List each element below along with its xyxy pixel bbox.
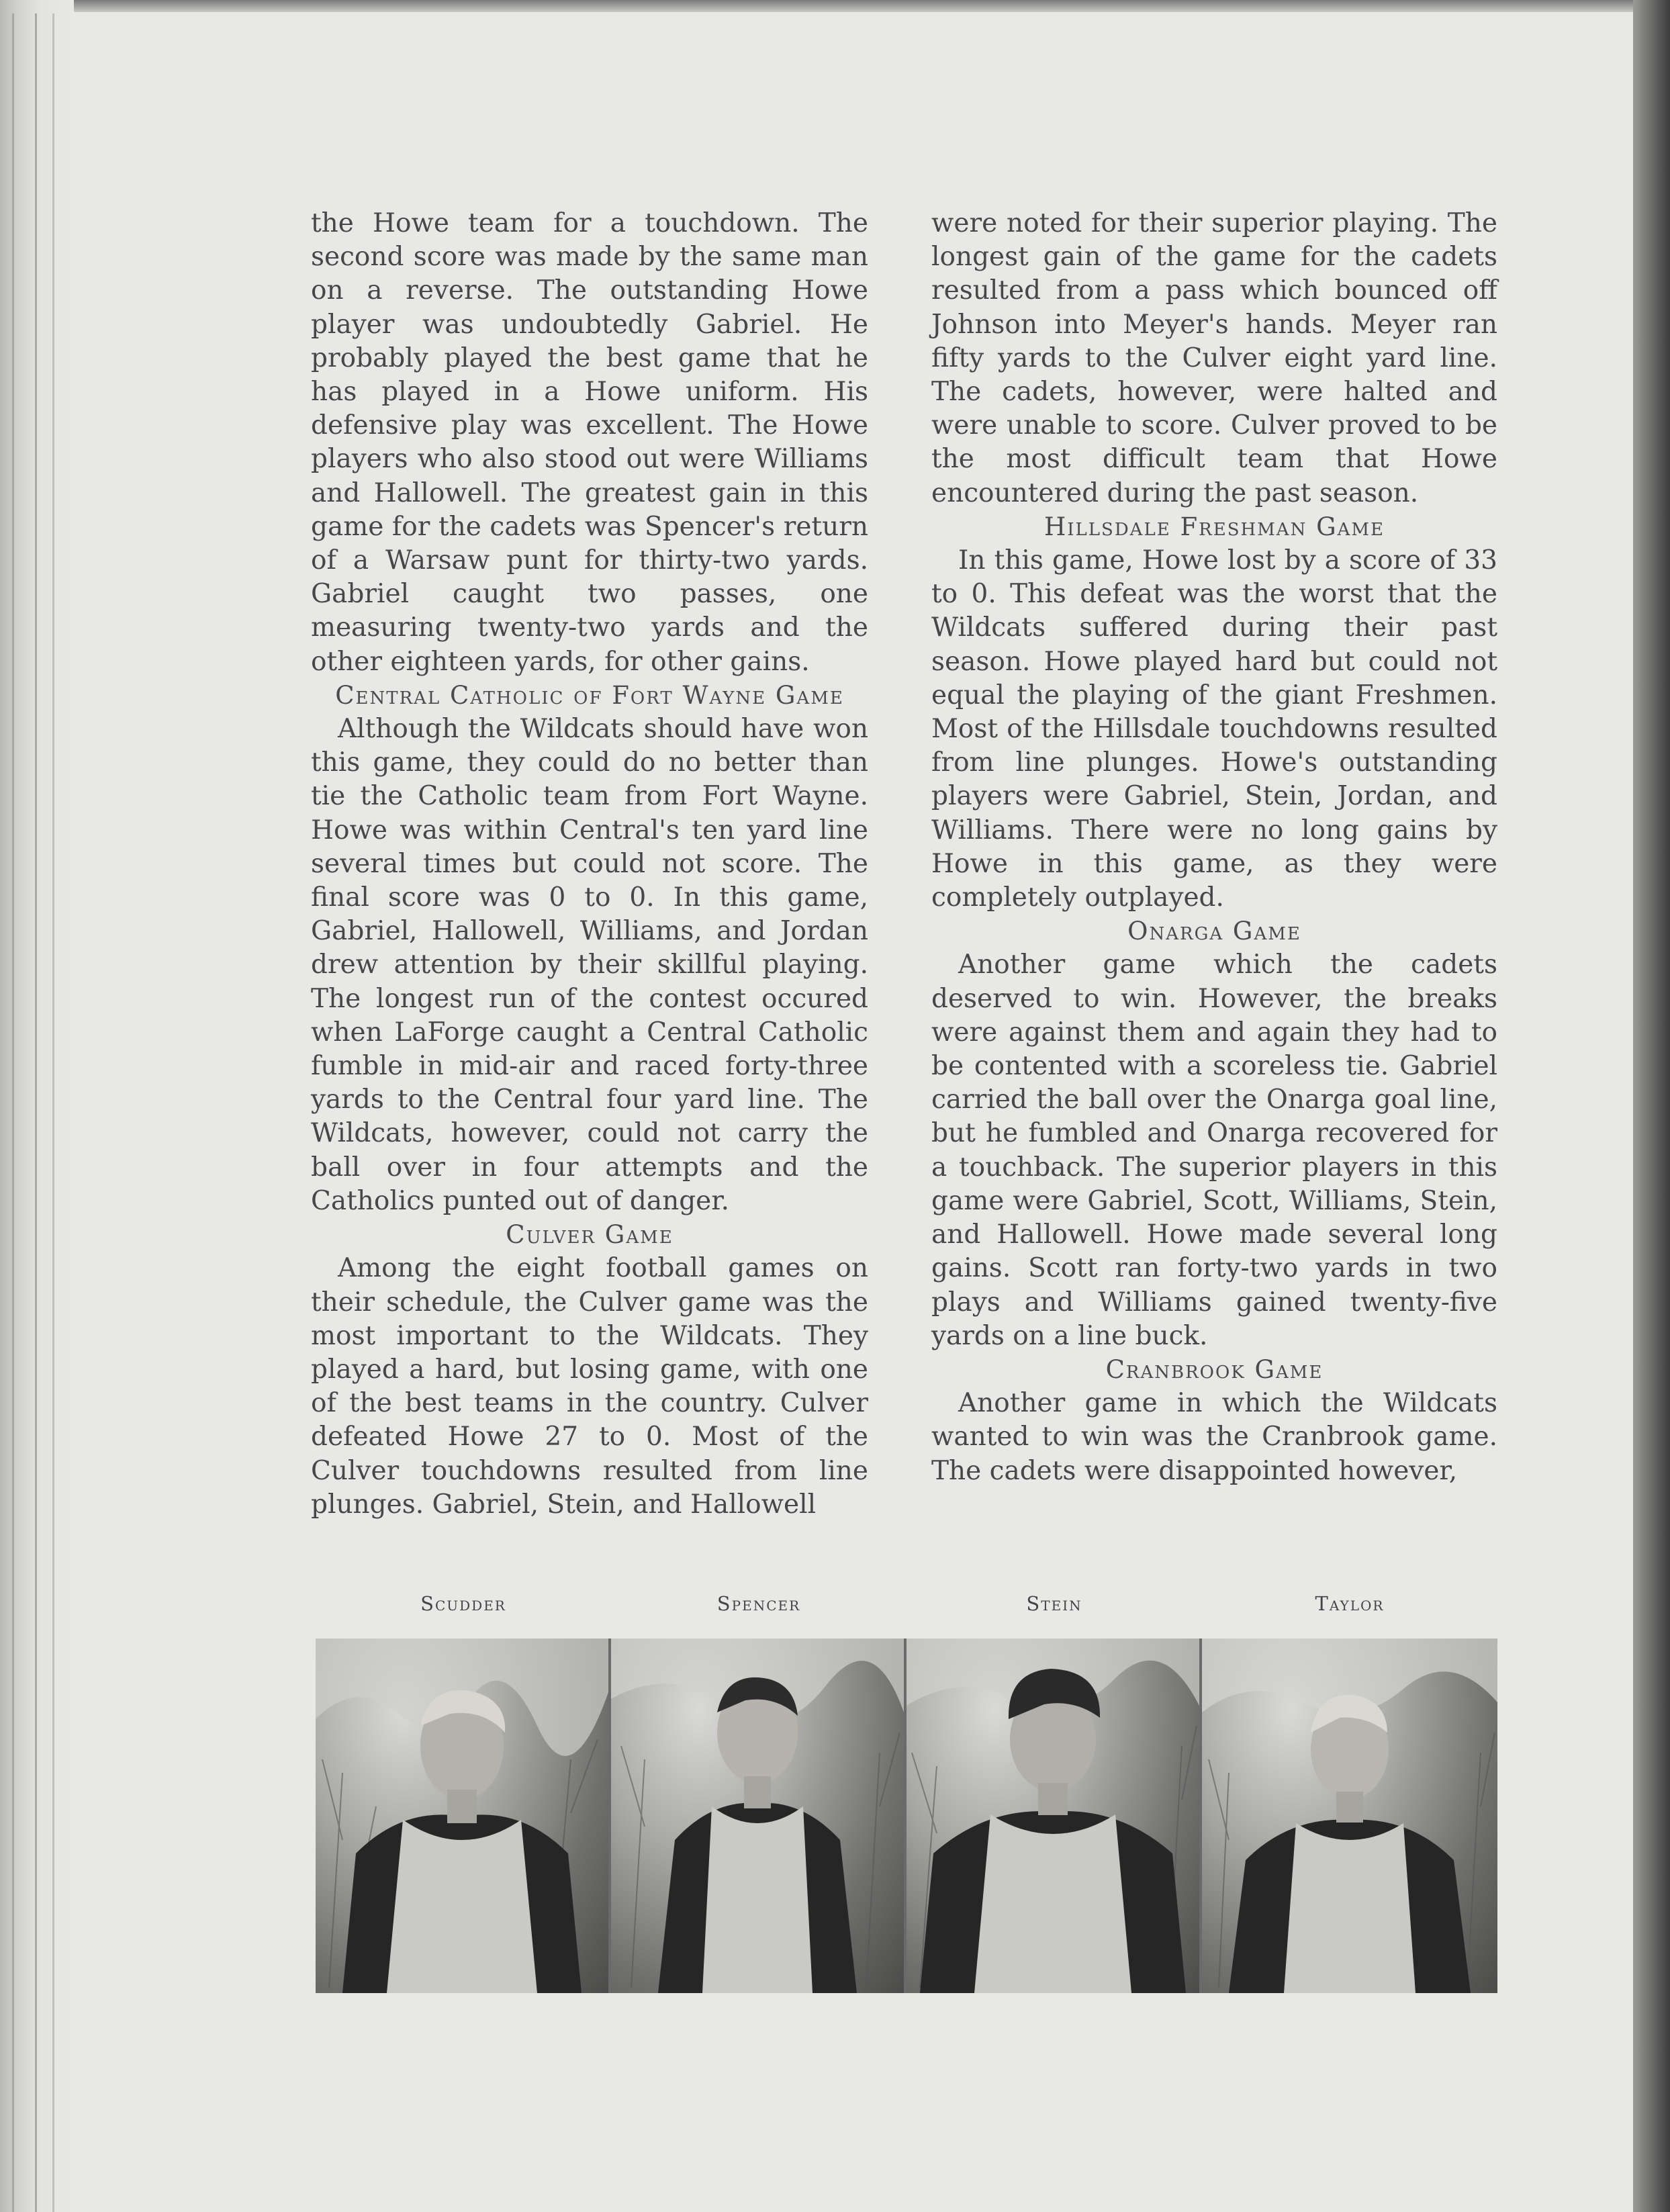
paragraph-culver-continued: were noted for their superior playing. The longest gain of the game for the cadets resulted from a pass which bounced off Johnson into Meyer's hands. Meyer ran fifty yards to the Culver eight yard line. The cadets, however, were halted and were unable to score. Culver proved to be the most difficult team that Howe encountered during the past season.	[931, 208, 1497, 508]
heading-onarga-game: Onarga Game	[1127, 917, 1301, 946]
player-photo-strip	[316, 1639, 1497, 1993]
binding-line	[35, 13, 37, 2212]
caption-scudder: Scudder	[420, 1592, 506, 1615]
heading-hillsdale-game: Hillsdale Freshman Game	[1043, 512, 1385, 541]
paragraph-culver: Among the eight football games on their schedule, the Culver game was the most important to the Wildcats. They played a hard, but losing game, with one of the best teams in the country. Culver defeated Howe 27 to 0. Most of the Culver touchdowns resulted from line plunges. Gabriel, Stein, and Hallowell	[311, 1253, 868, 1520]
heading-culver-game: Culver Game	[506, 1220, 674, 1250]
player-photo	[611, 1639, 904, 1993]
player-photo	[316, 1639, 608, 1993]
caption-stein: Stein	[1026, 1592, 1082, 1615]
player-photo	[907, 1639, 1199, 1993]
book-binding	[0, 0, 74, 2212]
left-column	[311, 207, 868, 1522]
right-column	[931, 207, 1497, 1488]
heading-central-catholic-game: Central Catholic of Fort Wayne Game	[335, 680, 844, 710]
binding-line	[12, 13, 14, 2212]
page-top-edge	[0, 0, 1670, 12]
paragraph-onarga: Another game which the cadets deserved to win. However, the breaks were against them and again they had to be contented with a scoreless tie. Gabriel carried the ball over the Onarga goal line, but he fumbled and Onarga recovered for a touchback. The superior players in this game were Gabriel, Scott, Williams, Stein, and Hallowell. Howe made several long gains. Scott ran forty-two yards in two plays and Williams gained twenty-five yards on a line buck.	[931, 950, 1497, 1351]
caption-taylor: Taylor	[1315, 1592, 1385, 1615]
paragraph-central-catholic: Although the Wildcats should have won this game, they could do no better than tie the Catholic team from Fort Wayne. Howe was within Central's ten yard line several times but could not score. The final score was 0 to 0. In this game, Gabriel, Hallowell, Williams, and Jordan drew attention by their skillful playing. The longest run of the contest occured when LaForge caught a Central Catholic fumble in mid-air and raced forty-three yards to the Central four yard line. The Wildcats, however, could not carry the ball over in four attempts and the Catholics punted out of danger.	[311, 714, 868, 1216]
player-photo	[1202, 1639, 1497, 1993]
paragraph-cranbrook: Another game in which the Wildcats wanted to win was the Cranbrook game. The cadets were disappointed however,	[931, 1388, 1497, 1486]
binding-line	[52, 13, 54, 2212]
paragraph-warsaw-recap: the Howe team for a touchdown. The second score was made by the same man on a reverse. The outstanding Howe player was undoubtedly Gabriel. He probably played the best game that he has played in a Howe uniform. His defensive play was excellent. The Howe players who also stood out were Williams and Hallowell. The greatest gain in this game for the cadets was Spencer's return of a Warsaw punt for thirty-two yards. Gabriel caught two passes, one measuring twenty-two yards and the other eighteen yards, for other gains.	[311, 208, 868, 677]
heading-cranbrook-game: Cranbrook Game	[1105, 1354, 1324, 1384]
page-right-edge	[1633, 0, 1670, 2212]
paragraph-hillsdale: In this game, Howe lost by a score of 33 to 0. This defeat was the worst that the Wildcats suffered during their past season. Howe played hard but could not equal the playing of the giant Freshmen. Most of the Hillsdale touchdowns resulted from line plunges. Howe's outstanding players were Gabriel, Stein, Jordan, and Williams. There were no long gains by Howe in this game, as they were completely outplayed.	[931, 545, 1497, 913]
caption-spencer: Spencer	[716, 1592, 801, 1615]
photo-captions	[316, 1592, 1497, 1619]
